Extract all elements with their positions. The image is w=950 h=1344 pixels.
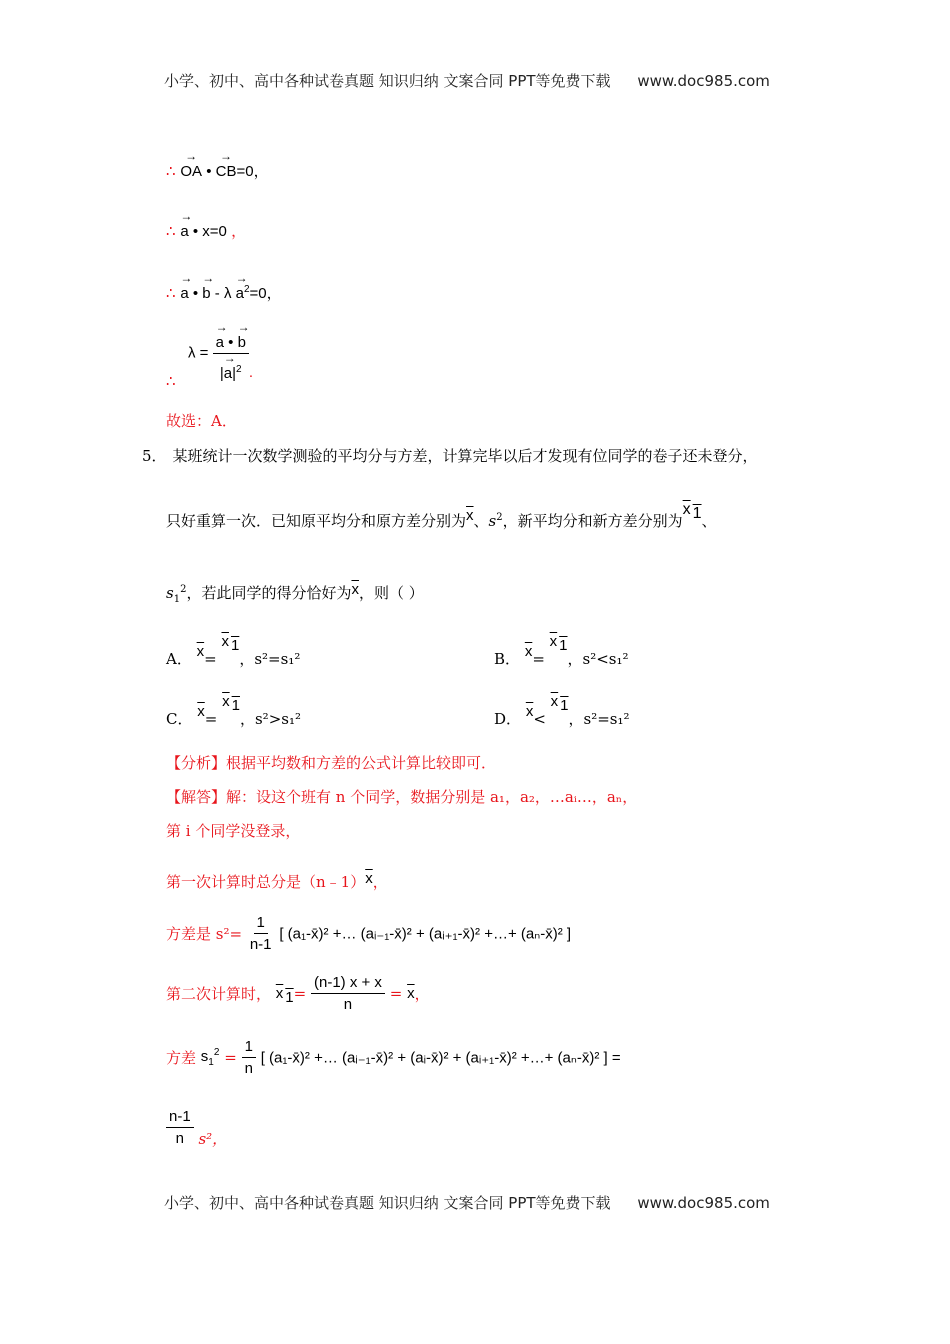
fraction-n-minus-1-over-n [166, 1108, 194, 1147]
new-mean-x1-bar [549, 633, 568, 654]
solution-text-1: 解：设这个班有 n 个同学，数据分别是 a₁，a₂，…aᵢ…，aₙ， [226, 788, 638, 806]
x1-letter: x [221, 633, 229, 650]
comma: ， [568, 710, 584, 728]
question-5-line-1 [142, 445, 758, 466]
option-label: B． [494, 650, 521, 668]
fraction-denominator: n-1 [249, 936, 272, 953]
fraction-numerator: 1 [254, 914, 268, 934]
vector-a-squared: → a [236, 285, 244, 302]
equals-sign: = [204, 710, 218, 728]
lambda-equals: λ = [188, 344, 209, 362]
subscript-one: 1 [285, 989, 294, 1006]
header-text: 小学、初中、高中各种试卷真题 知识归纳 文案合同 PPT等免费下载 [164, 72, 611, 90]
vector-expression [180, 285, 281, 302]
fraction-numerator: n-1 [166, 1108, 194, 1128]
variance-relation: s²>s₁² [254, 710, 301, 728]
subscript-one: 1 [231, 697, 240, 714]
vector-cb: → CB [216, 163, 237, 180]
comma: ， [231, 222, 247, 240]
exponent: 2 [236, 364, 242, 375]
x1-letter: x [682, 501, 691, 518]
new-mean-x1-bar [275, 985, 294, 1006]
vector-oa: → OA [180, 163, 202, 180]
question-5-line-2: 只好重算一次．已知原平均分和原方差分别为$\overline{x}$、$s^2$，新平均分和新方差分别为x 1、 [166, 501, 717, 530]
dot-operator: • [192, 223, 199, 240]
answer-text: 故选：A． [166, 412, 237, 430]
variance-s: s [488, 512, 497, 530]
option-label: C． [166, 710, 193, 728]
analysis-text: 根据平均数和方差的公式计算比较即可． [226, 754, 497, 772]
fraction-one-over-n [242, 1038, 256, 1077]
therefore-line-2 [166, 220, 246, 241]
vector-a: → a [180, 223, 188, 240]
variance-label: 方差 [166, 1049, 197, 1067]
page-header [164, 70, 770, 91]
vector-a: → a [180, 285, 188, 302]
fraction-numerator: 1 [242, 1038, 256, 1058]
analysis-line [166, 752, 496, 773]
answer-line [166, 410, 237, 431]
therefore-symbol: ∴ [166, 162, 176, 180]
new-mean-x1-bar [682, 501, 702, 522]
equals-sign: = [293, 984, 307, 1003]
equals-sign: = [389, 984, 403, 1003]
equals-sign: = [204, 650, 217, 668]
dot-operator: • [228, 334, 234, 351]
lambda-symbol: λ [223, 285, 232, 302]
vector-b: → b [238, 334, 246, 351]
x1-letter: x [550, 693, 559, 710]
variance-label: 方差是 s²= [166, 925, 243, 943]
vector-a: → a [216, 334, 224, 351]
solution-line-6 [166, 1038, 621, 1077]
question-stem-2c: ，新平均分和新方差分别为 [502, 512, 683, 530]
vector-expression [180, 223, 231, 240]
solution-line-7 [166, 1108, 227, 1147]
equals-sign: = [532, 650, 545, 668]
question-stem-1: 某班统计一次数学测验的平均分与方差，计算完毕以后才发现有位同学的卷子还未登分， [172, 447, 758, 465]
footer-url: www.doc985.com [637, 1194, 770, 1212]
fraction-denominator: n [175, 1130, 185, 1147]
footer-text: 小学、初中、高中各种试卷真题 知识归纳 文案合同 PPT等免费下载 [164, 1194, 611, 1212]
s1-squared: $s_1^2$ [200, 1047, 220, 1068]
comma: ， [567, 650, 583, 668]
solution-line-3 [166, 871, 388, 892]
fraction-numerator [213, 324, 249, 354]
comma: ， [414, 985, 430, 1003]
option-d[interactable] [494, 688, 630, 728]
option-label: D． [494, 710, 522, 728]
second-calc-label: 第二次计算时， [166, 985, 272, 1003]
x1-letter: x [222, 693, 230, 710]
question-5-line-3: $s_1^2$，若此同学的得分恰好为$\overline{x}$，则（ ） [166, 581, 424, 605]
analysis-label: 【分析】 [166, 754, 227, 772]
mean-x-bar: $\overline{x}$ [466, 507, 474, 524]
therefore-symbol: ∴ [166, 284, 176, 302]
subscript-one: 1 [692, 505, 702, 522]
mean-x-bar: $\overline{x}$ [365, 870, 373, 887]
dot-operator: • [206, 163, 212, 180]
subscript-one: 1 [560, 697, 569, 714]
new-mean-fraction [311, 974, 385, 1013]
therefore-line-1 [166, 160, 269, 181]
comma: ， [372, 873, 388, 891]
s-squared-comma: s²， [198, 1129, 228, 1148]
variance-relation: s²=s₁² [583, 710, 630, 728]
lambda-formula [188, 324, 253, 382]
equals-zero: =0， [236, 163, 269, 180]
fraction-denominator: n [244, 1060, 253, 1077]
variance-sum-terms: [ (a₁-x̄)² +… (aᵢ₋₁-x̄)² + (aᵢ-x̄)² + (aᵢ₊₁-x̄)² +…+ (aₙ-x̄)² ] = [260, 1049, 621, 1067]
equals-sign: = [224, 1048, 237, 1067]
fraction-one-over-n-minus-1 [247, 914, 275, 953]
page-footer [164, 1192, 770, 1213]
vector-expression [180, 163, 268, 180]
less-than-sign: < [533, 710, 546, 728]
exponent: 2 [243, 284, 250, 295]
subscript-one: 1 [559, 637, 568, 654]
variance-relation: s²=s₁² [254, 650, 301, 668]
mean-x-bar: $\overline{x}$ [525, 703, 534, 720]
therefore-symbol: ∴ [166, 222, 176, 240]
header-url: www.doc985.com [637, 72, 770, 90]
variance-relation: s²<s₁² [582, 650, 629, 668]
new-mean-x1-bar [222, 693, 240, 714]
option-c[interactable] [166, 688, 301, 728]
solution-line-4 [166, 914, 571, 953]
new-mean-x1-bar [221, 633, 240, 654]
subscript-one: 1 [230, 637, 240, 654]
solution-label: 【解答】 [166, 788, 227, 806]
therefore-line-4 [166, 324, 254, 390]
variance-sum-terms: [ (a₁-x̄)² +… (aᵢ₋₁-x̄)² + (aᵢ₊₁-x̄)² +…+ (aₙ-x̄)² ] [279, 925, 572, 943]
vector-b: → b [202, 285, 210, 302]
option-label: A． [166, 650, 192, 668]
question-number: 5． [142, 447, 167, 465]
question-stem-2a: 只好重算一次．已知原平均分和原方差分别为 [166, 512, 467, 530]
x1-letter: x [549, 633, 558, 650]
mean-x-bar: $\overline{x}$ [524, 643, 533, 660]
x1-letter: x [275, 985, 284, 1002]
comma: ， [239, 710, 255, 728]
fraction-denominator: n [343, 996, 353, 1013]
solution-text-3: 第一次计算时总分是（n﹣1） [166, 873, 366, 891]
period: . [248, 363, 254, 381]
solution-line-1 [166, 786, 637, 807]
x-equals-zero: x=0 [202, 223, 227, 240]
question-stem-3a: ，若此同学的得分恰好为 [186, 584, 352, 602]
therefore-line-3 [166, 282, 282, 303]
separator: 、 [473, 512, 489, 530]
mean-x-bar: $\overline{x}$ [197, 703, 205, 720]
question-stem-3b: ，则（ ） [358, 584, 424, 602]
vector-a: → a [224, 365, 232, 382]
mean-x-bar: $\overline{x}$ [351, 581, 359, 598]
new-mean-x1-bar [550, 693, 569, 714]
separator: 、 [701, 512, 717, 530]
comma: ， [239, 650, 255, 668]
fraction-denominator: |→ $a|^2$ [217, 354, 245, 382]
fraction-numerator: (n-1) x + x [311, 974, 385, 994]
minus-sign: - [214, 285, 220, 302]
lambda-fraction [213, 324, 249, 382]
therefore-symbol: ∴ [166, 372, 176, 390]
option-a[interactable] [166, 628, 301, 668]
equals-zero: =0， [249, 285, 282, 302]
dot-operator: • [192, 285, 199, 302]
solution-line-5 [166, 974, 430, 1013]
mean-x-bar: $\overline{x}$ [196, 643, 205, 660]
solution-text-2: 第 i 个同学没登录， [166, 822, 301, 840]
mean-x-bar: $\overline{x}$ [407, 985, 415, 1002]
solution-line-2 [166, 820, 300, 841]
option-b[interactable] [494, 628, 629, 668]
